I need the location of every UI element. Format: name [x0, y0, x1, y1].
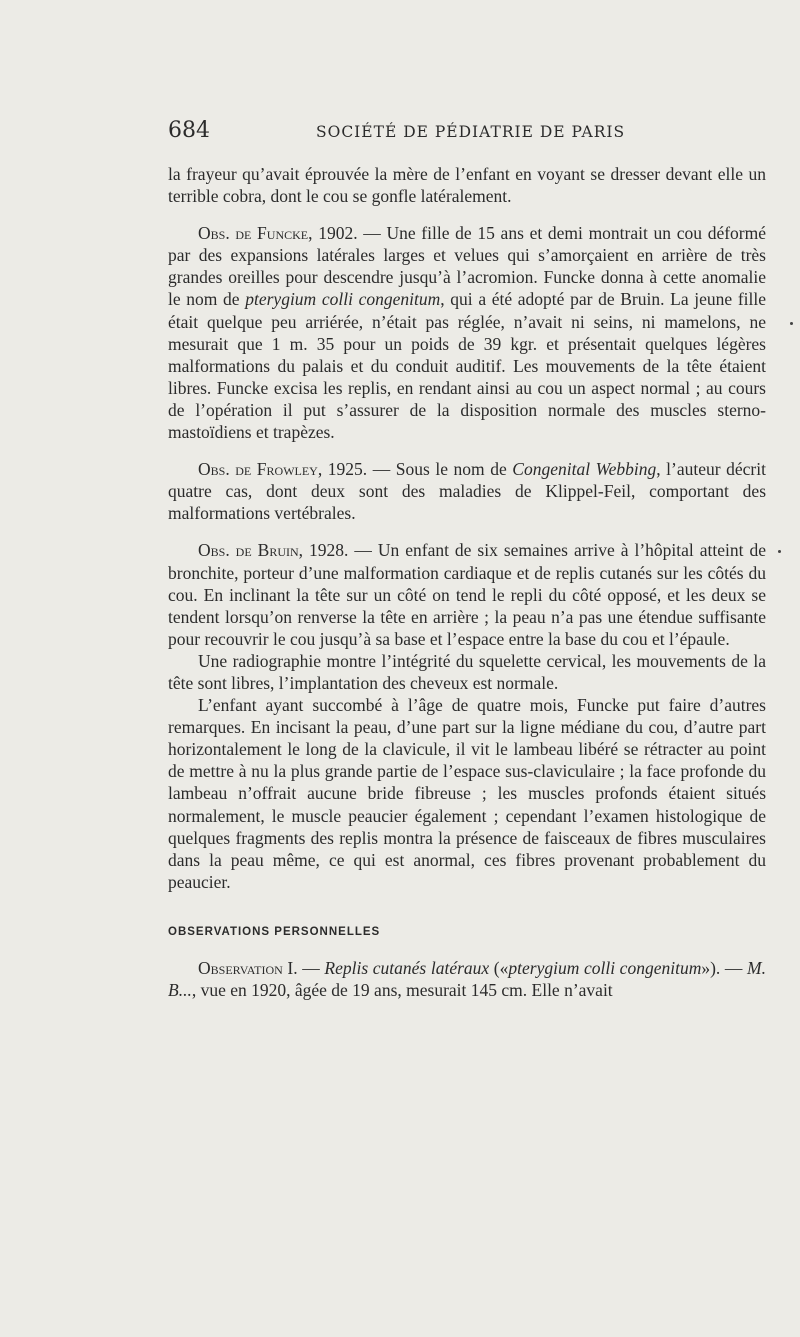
page-header: [168, 118, 768, 158]
paragraph-autopsie: L’enfant ayant succombé à l’âge de quatre mois, Funcke put faire d’autres remarques. En incisant la peau, d’une part sur la ligne médiane du cou, d’autre part horizontalement le long de la clavicule, il vit le lambeau libéré se rétracter au point de mettre à nu la plus grande partie de l’espace sus-claviculaire ; la face profonde du lambeau n’offrait aucune bride fibreuse ; les muscles profonds étaient situés normalement, le muscle peaucier également ; cependant l’examen histologique de quelques fragments des replis montra la présence de faisceaux de fibres musculaires dans la peau même, ce qui est anormal, ces fibres provenant probablement du peaucier.: [168, 695, 766, 892]
paragraph-radiographie: Une radiographie montre l’intégrité du squelette cervical, les mouvements de la tête sont libres, l’implantation des cheveux est normale.: [168, 650, 766, 693]
obs-label: Obs. de Frowley, 1925.: [198, 459, 368, 480]
obs-label: Obs. de Bruin, 1928.: [198, 540, 349, 561]
running-title: SOCIÉTÉ DE PÉDIATRIE DE PARIS: [316, 123, 626, 141]
paragraph-observation-1: Observation I. — Replis cutanés latéraux («pterygium colli congenitum»). — M. B..., vue en 1920, âgée de 19 ans, mesurait 145 cm. Elle n’avait: [168, 958, 766, 1001]
body-text: [168, 163, 766, 1001]
page-number: 684: [168, 118, 210, 143]
margin-mark: [778, 550, 781, 553]
paragraph-obs-bruin: Obs. de Bruin, 1928. — Un enfant de six semaines arrive à l’hôpital atteint de bronchite, porteur d’une malformation cardiaque et de replis cutanés sur les côtés du cou. En inclinant la tête sur un côté on tend le repli du côté opposé, et les deux se tendent lorsqu’on renverse la tête en arrière ; la peau n’a pas une étendue suffisante pour recouvrir le cou jusqu’à sa base et l’espace entre la base du cou et l’épaule.: [168, 540, 766, 649]
paragraph-obs-funcke: Obs. de Funcke, 1902. — Une fille de 15 ans et demi montrait un cou déformé par des expansions latérales larges et velues qui s’amorçaient en arrière de très grandes oreilles pour descendre jusqu’à l’acromion. Funcke donna à cette anomalie le nom de pterygium colli congenitum, qui a été adopté par de Bruin. La jeune fille était quelque peu arriérée, n’était pas réglée, n’avait ni seins, ni mamelons, ne mesurait que 1 m. 35 pour un poids de 39 kgr. et présentait quelques légères malformations du palais et du conduit auditif. Les mouvements de la tête étaient libres. Funcke excisa les replis, en rendant ainsi au cou un aspect normal ; au cours de l’opération il put s’assurer de la disposition normale des muscles sterno-mastoïdiens et trapèzes.: [168, 223, 766, 443]
obs-label: Obs. de Funcke, 1902.: [198, 223, 358, 244]
paragraph-intro-continuation: la frayeur qu’avait éprouvée la mère de l’enfant en voyant se dresser devant elle un terrible cobra, dont le cou se gonfle latéralement.: [168, 164, 766, 207]
margin-mark: [790, 322, 793, 325]
paragraph-obs-frowley: Obs. de Frowley, 1925. — Sous le nom de Congenital Webbing, l’auteur décrit quatre cas, dont deux sont des maladies de Klippel-Feil, comportant des malformations vertébrales.: [168, 459, 766, 524]
section-title: OBSERVATIONS PERSONNELLES: [168, 925, 381, 938]
observation-label: Observation I.: [198, 958, 298, 978]
